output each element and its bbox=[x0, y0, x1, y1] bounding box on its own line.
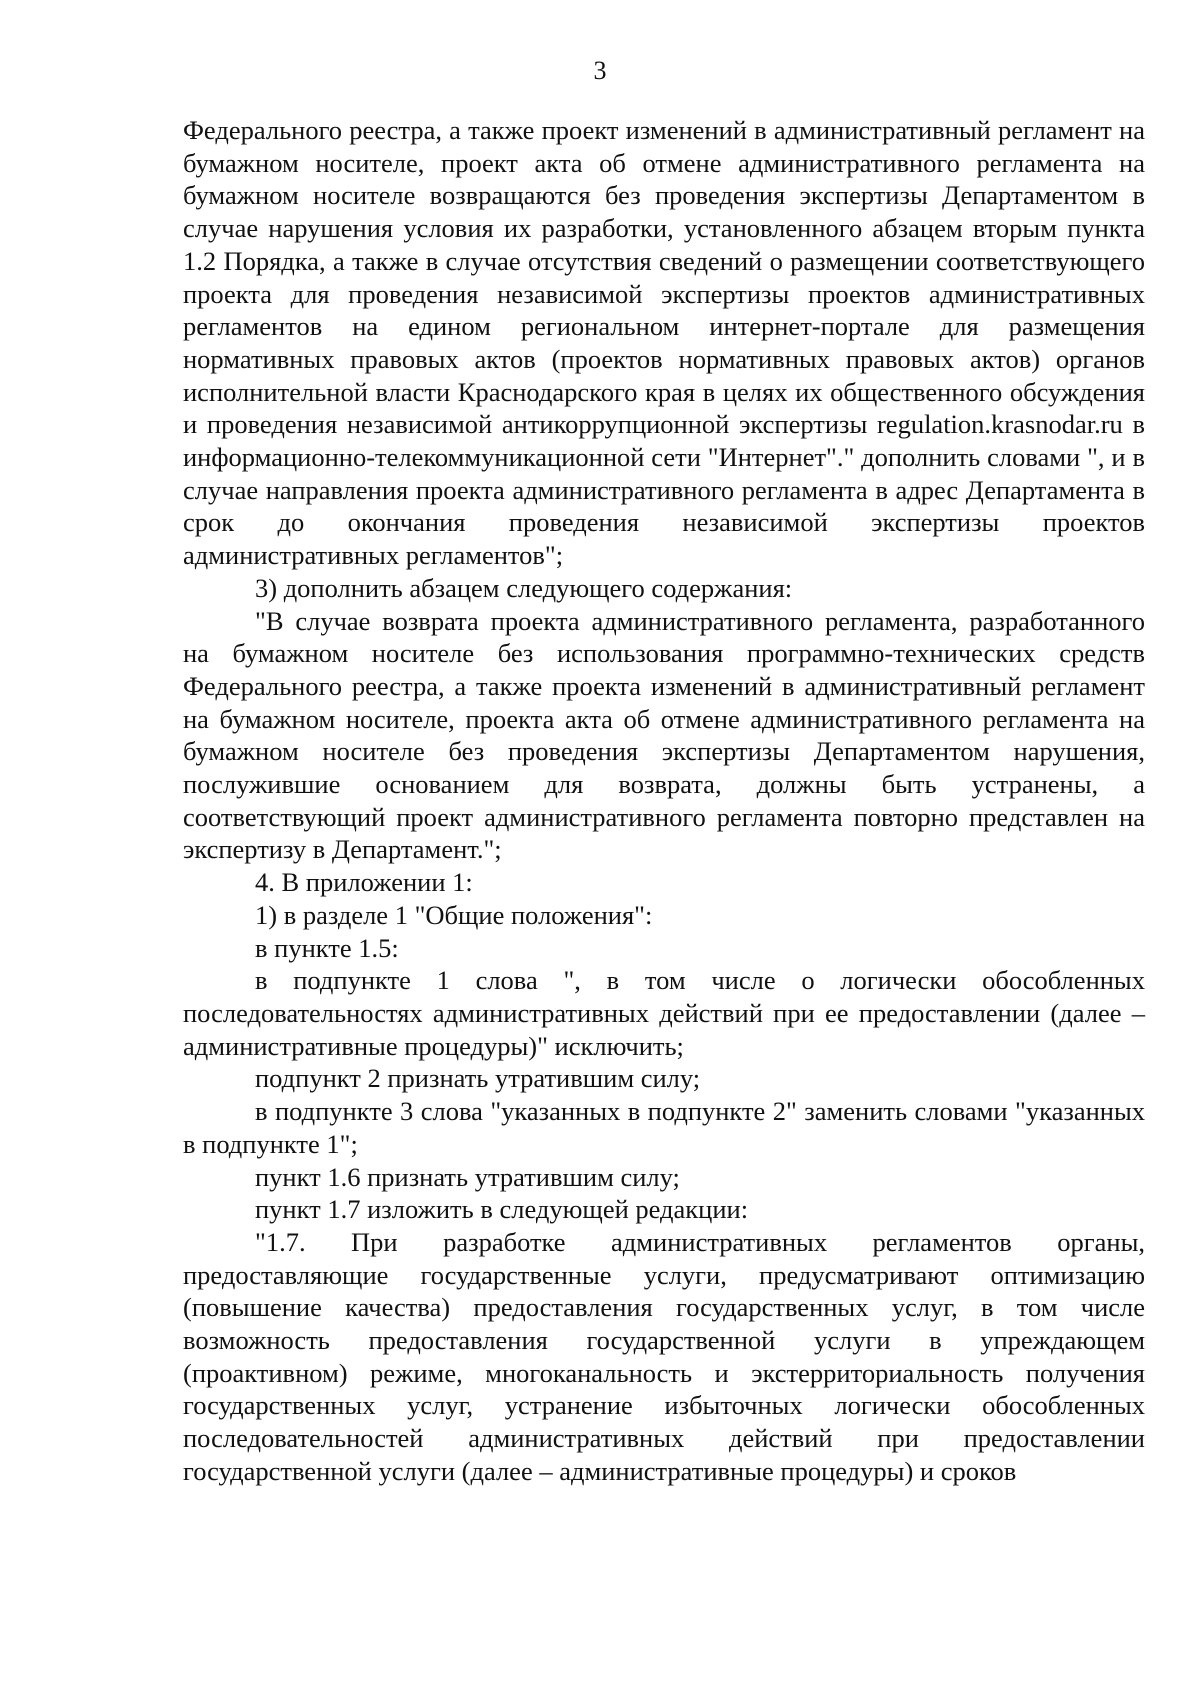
paragraph-8: подпункт 2 признать утратившим силу; bbox=[255, 1063, 701, 1094]
paragraph-2: 3) дополнить абзацем следующего содержания: bbox=[255, 572, 793, 603]
paragraph-9: в подпункте 3 слова "указанных в подпункте 2" заменить словами "указанных в подпункте 1"; bbox=[183, 1096, 1145, 1159]
body-text bbox=[183, 114, 1145, 1488]
paragraph-6: в пункте 1.5: bbox=[255, 932, 399, 963]
paragraph-12: "1.7. При разработке административных регламентов органы, предоставляющие государственные услуги, предусматривают оптимизацию (повышение качества) предоставления государственных услуг, в том числе возможность предоставления государственной услуги в упреждающем (проактивном) режиме, многоканальность и экстерриториальность получения государственных услуг, устранение избыточных логически обособленных последовательностей административных действий при предоставлении государственной услуги (далее – административные процедуры) и сроков bbox=[183, 1226, 1145, 1486]
paragraph-1: Федерального реестра, а также проект изменений в административный регламент на бумажном носителе, проект акта об отмене административного регламента на бумажном носителе возвращаются без проведения экспертизы Департаментом в случае нарушения условия их разработки, установленного абзацем вторым пункта 1.2 Порядка, а также в случае отсутствия сведений о размещении соответствующего проекта для проведения независимой экспертизы проектов административных регламентов на едином региональном интернет-портале для размещения нормативных правовых актов (проектов нормативных правовых актов) органов исполнительной власти Краснодарского края в целях их общественного обсуждения и проведения независимой антикоррупционной экспертизы regulation.krasnodar.ru в информационно-телекоммуникационной сети "Интернет"." дополнить словами ", и в случае направления проекта административного регламента в адрес Департамента в срок до окончания проведения независимой экспертизы проектов административных регламентов"; bbox=[183, 115, 1145, 571]
page-number: 3 bbox=[593, 56, 607, 85]
paragraph-11: пункт 1.7 изложить в следующей редакции: bbox=[255, 1194, 749, 1225]
paragraph-10: пункт 1.6 признать утратившим силу; bbox=[255, 1161, 680, 1192]
paragraph-7: в подпункте 1 слова ", в том числе о логически обособленных последовательностях административных действий при ее предоставлении (далее – административные процедуры)" исключить; bbox=[183, 965, 1145, 1061]
paragraph-4: 4. В приложении 1: bbox=[255, 867, 473, 898]
paragraph-3: "В случае возврата проекта административного регламента, разработанного на бумажном носителе без использования программно-технических средств Федерального реестра, а также проекта изменений в административный регламент на бумажном носителе, проекта акта об отмене административного регламента на бумажном носителе без проведения экспертизы Департаментом нарушения, послужившие основанием для возврата, должны быть устранены, а соответствующий проект административного регламента повторно представлен на экспертизу в Департамент."; bbox=[183, 605, 1145, 865]
paragraph-5: 1) в разделе 1 "Общие положения": bbox=[255, 899, 653, 930]
